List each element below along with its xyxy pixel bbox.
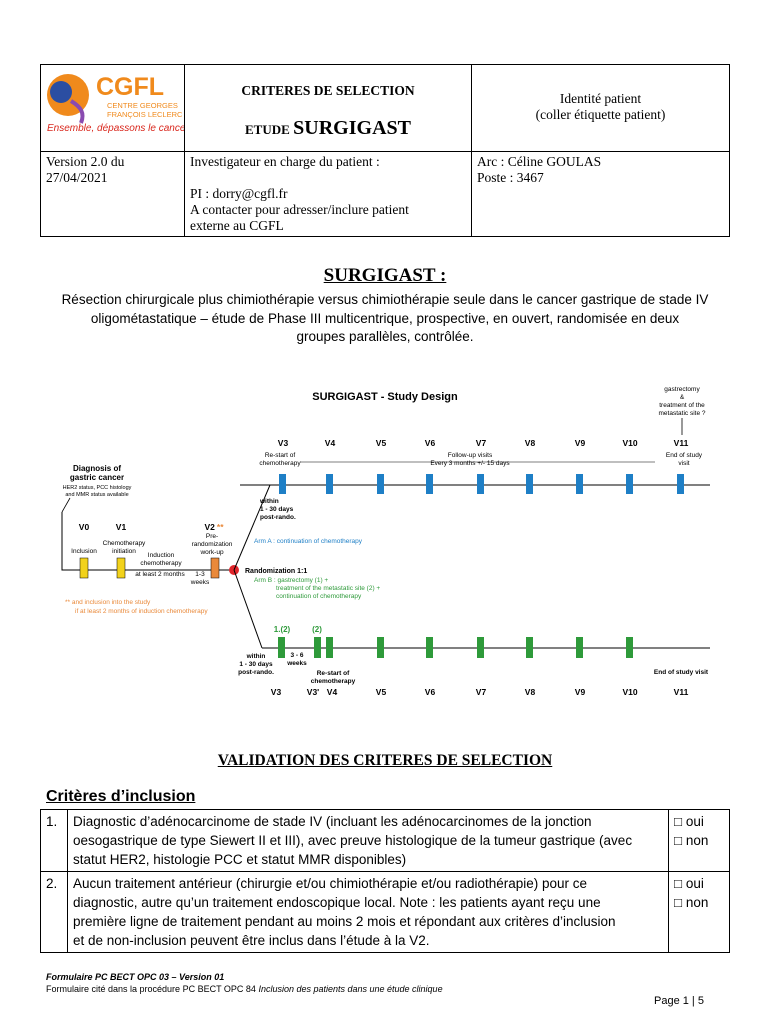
logo-cell	[41, 65, 185, 152]
contact-line1: A contacter pour adresser/inclure patient	[190, 202, 409, 217]
criterion-text	[68, 872, 669, 953]
criterion-row	[41, 810, 730, 872]
restart-bottom-line2: chemotherapy	[310, 678, 356, 685]
top-visit-v11: V11	[673, 438, 689, 448]
bottom-visit-v9: V9	[574, 687, 586, 697]
criterion-row	[41, 872, 730, 953]
arm-b-line2: treatment of the metastatic site (2) +	[276, 585, 381, 592]
arm-a-box-v10	[626, 474, 633, 494]
top-visit-v5: V5	[375, 438, 387, 448]
study-description-line1: Résection chirurgicale plus chimiothérapie versus chimiothérapie seule dans le cancer gastrique de stade IV	[61, 292, 709, 307]
arm-b-box-v6	[426, 637, 433, 658]
arm-a-text: Arm A : continuation of chemotherapy	[254, 538, 363, 545]
prerandom-line1: Pre-	[205, 533, 219, 540]
criterion-answer	[669, 810, 730, 872]
at-least-label: at least 2 months	[135, 571, 185, 578]
criterion-1-yes-checkbox[interactable]: □ oui	[674, 814, 704, 829]
gastrectomy-note-line2: &	[679, 394, 685, 401]
induction-line2: chemotherapy	[140, 560, 182, 567]
diagnosis-line1: Diagnosis of	[72, 464, 122, 473]
arm-b-box-v4	[326, 637, 333, 658]
validation-title: VALIDATION DES CRITERES DE SELECTION	[217, 752, 553, 769]
diagnosis-arrow	[62, 498, 70, 512]
arm-a-box-v11	[677, 474, 684, 494]
baseline-visit-labels	[79, 522, 224, 532]
stars-note	[65, 599, 208, 615]
within-top-line3: post-rando.	[260, 514, 296, 521]
visit-v2: V2 **	[204, 522, 224, 532]
top-visit-v9: V9	[574, 438, 586, 448]
header-study-name: SURGIGAST	[293, 117, 411, 139]
v0-box	[80, 558, 88, 578]
logo-sub1: CENTRE GEORGES	[107, 101, 178, 110]
top-visit-v8: V8	[524, 438, 536, 448]
arm-b-box-v10	[626, 637, 633, 658]
bottom-visit-v6: V6	[424, 687, 436, 697]
diagnosis-line4: and MMR status available	[65, 492, 129, 498]
investigator-cell	[185, 152, 472, 237]
footer-procedure-prefix: Formulaire cité dans la procédure PC BECT OPC 84	[46, 984, 259, 994]
inclusion-criteria-table	[40, 809, 730, 953]
study-design-diagram	[0, 380, 770, 705]
weeks-3-6-line2: weeks	[287, 660, 307, 667]
v2-box	[211, 558, 219, 578]
cgfl-logo	[41, 65, 184, 147]
gastrectomy-note-line1: gastrectomy	[664, 386, 700, 393]
header-etude: ETUDE	[245, 122, 290, 137]
arm-b-line3: continuation of chemotherapy	[276, 593, 362, 600]
baseline-annotations	[71, 533, 233, 586]
arm-b-box-v5	[377, 637, 384, 658]
criterion-2-line3: première ligne de traitement pendant au moins 2 mois et répondant aux critères d’inclusion	[73, 914, 616, 929]
identity-line1: Identité patient	[559, 91, 642, 106]
criterion-2-line2: diagnostic, autre qu’un traitement endoscopique local. Note : les patients ayant reçu une	[73, 895, 601, 910]
within-top-line1: within	[260, 498, 279, 505]
restart-bottom-line1: Re-start of	[316, 670, 350, 677]
arm-b-box-v3	[278, 637, 285, 658]
criterion-2-no-checkbox[interactable]: □ non	[674, 895, 709, 910]
prerandom-line3: work-up	[200, 549, 224, 556]
induction-line1: Induction	[147, 552, 175, 559]
study-title: SURGIGAST :	[323, 265, 447, 286]
followup-line1: Follow-up visits	[447, 452, 493, 459]
pi-email: PI : dorry@cgfl.fr	[190, 186, 288, 201]
arm-b-label-1: 1.(2)	[273, 625, 291, 634]
arm-b-box-v7	[477, 637, 484, 658]
arm-a-box-v6	[426, 474, 433, 494]
bottom-visit-v7: V7	[475, 687, 487, 697]
arm-a-box-v7	[477, 474, 484, 494]
identity-line2: (coller étiquette patient)	[535, 107, 666, 122]
inclusion-label: Inclusion	[71, 548, 97, 555]
arm-a-box-v5	[377, 474, 384, 494]
bottom-visit-v4: V4	[326, 687, 338, 697]
top-annotations	[259, 452, 702, 467]
arm-a-box-v8	[526, 474, 533, 494]
criterion-1-no-checkbox[interactable]: □ non	[674, 833, 709, 848]
within-bottom-line3: post-rando.	[238, 669, 274, 676]
criterion-1-line1: Diagnostic d’adénocarcinome de stade IV (incluant les adénocarcinomes de la jonction	[73, 814, 592, 829]
version-line1: Version 2.0 du	[46, 154, 125, 169]
arm-b-text	[254, 577, 380, 600]
diagnosis-line3: HER2 status, PCC histology	[62, 485, 132, 491]
top-visit-v4: V4	[324, 438, 336, 448]
diagram-title: SURGIGAST - Study Design	[312, 391, 458, 403]
followup-line2: Every 3 months +/- 15 days	[430, 460, 510, 467]
footer-form-ref: Formulaire PC BECT OPC 03 – Version 01	[46, 972, 225, 982]
within-top-line2: 1 - 30 days	[260, 506, 294, 513]
criterion-text	[68, 810, 669, 872]
arm-a-visit-boxes	[279, 474, 684, 494]
footer-procedure-ref	[46, 984, 443, 994]
header-title-line2	[190, 117, 466, 140]
arc-cell	[472, 152, 730, 237]
arm-b-label-2: (2)	[312, 625, 322, 634]
arm-b-box-v8	[526, 637, 533, 658]
arm-b-line1: Arm B : gastrectomy (1) +	[254, 577, 329, 584]
arm-b-box-v9	[576, 637, 583, 658]
logo-mark	[47, 74, 89, 123]
stars-note-line1: ** and inclusion into the study	[65, 599, 151, 606]
restart-top-line2: chemotherapy	[259, 460, 301, 467]
arc-name: Arc : Céline GOULAS	[477, 154, 602, 169]
study-description-line3: groupes parallèles, contrôlée.	[296, 329, 474, 344]
header-title-line1: CRITERES DE SELECTION	[241, 83, 415, 98]
arm-a-box-v9	[576, 474, 583, 494]
gastrectomy-note-line3: treatment of the	[659, 402, 705, 409]
criterion-1-line2: oesogastrique de type Siewert II et III), avec preuve histologique de la tumeur gastrique (avec	[73, 833, 633, 848]
stars-note-line2: if at least 2 months of induction chemotherapy	[75, 608, 208, 615]
chemo-initiation-line2: initiation	[112, 548, 136, 555]
branch-arm-a	[234, 485, 270, 570]
v1-box	[117, 558, 125, 578]
version-line2: 27/04/2021	[46, 170, 108, 185]
criterion-2-line4: et de non-inclusion peuvent être inclus dans l’étude à la V2.	[73, 933, 430, 948]
bottom-visit-v8: V8	[524, 687, 536, 697]
bottom-annotations	[238, 652, 709, 685]
logo-text: CGFL	[96, 73, 165, 101]
contact-line2: externe au CGFL	[190, 218, 284, 233]
within-top	[259, 498, 296, 521]
version-cell	[41, 152, 185, 237]
diagnosis-block	[63, 464, 132, 498]
page-number: Page 1 | 5	[654, 995, 704, 1007]
arc-poste: Poste : 3467	[477, 170, 544, 185]
within-bottom-line2: 1 - 30 days	[239, 661, 273, 668]
criterion-answer	[669, 872, 730, 953]
criterion-2-yes-checkbox[interactable]: □ oui	[674, 876, 704, 891]
end-visit-top-line2: visit	[678, 460, 690, 467]
bottom-visit-v3prime: V3'	[306, 687, 320, 697]
criterion-number: 1.	[41, 810, 68, 872]
identity-cell	[472, 65, 730, 152]
investigator-label: Investigateur en charge du patient :	[190, 154, 380, 169]
visit-v0: V0	[78, 522, 90, 532]
visit-v1: V1	[115, 522, 127, 532]
weeks-1-3-line2: weeks	[190, 579, 210, 586]
arm-b-labels	[274, 625, 322, 634]
logo-sub2: FRANÇOIS LECLERC	[107, 110, 183, 119]
weeks-3-6-line1: 3 - 6	[290, 652, 304, 659]
top-visit-v7: V7	[475, 438, 487, 448]
criterion-number: 2.	[41, 872, 68, 953]
arm-b-box-v3prime	[314, 637, 321, 658]
prerandom-line2: randomization	[191, 541, 233, 548]
logo-tagline: Ensemble, dépassons le cancer	[47, 123, 184, 134]
restart-top-line1: Re-start of	[264, 452, 296, 459]
header-table	[40, 64, 730, 237]
gastrectomy-note-line4: metastatic site ?	[658, 410, 706, 417]
top-visit-v3: V3	[277, 438, 289, 448]
bottom-visit-v10: V10	[622, 687, 638, 697]
bottom-visit-labels	[271, 687, 689, 697]
criterion-1-line3: statut HER2, histologie PCC et statut MMR disponibles)	[73, 852, 407, 867]
study-description	[20, 291, 750, 347]
randomization-label: Randomization 1:1	[245, 568, 308, 575]
bottom-visit-v5: V5	[375, 687, 387, 697]
within-bottom-line1: within	[246, 653, 266, 660]
footer-procedure-italic: Inclusion des patients dans une étude clinique	[258, 984, 443, 994]
end-visit-top-line1: End of study	[665, 452, 703, 459]
top-visit-v6: V6	[424, 438, 436, 448]
top-visit-v10: V10	[622, 438, 638, 448]
arm-a-box-v4	[326, 474, 333, 494]
top-visit-labels	[278, 438, 689, 448]
chemo-initiation-line1: Chemotherapy	[102, 540, 146, 547]
bottom-visit-v11: V11	[673, 687, 689, 697]
arm-a-box-v3	[279, 474, 286, 494]
end-visit-bottom: End of study visit	[653, 669, 709, 676]
gastrectomy-note	[659, 386, 706, 417]
diagnosis-line2: gastric cancer	[69, 473, 125, 482]
study-description-line2: oligométastatique – étude de Phase III multicentrique, prospective, en ouvert, randomisée en deux	[90, 310, 680, 326]
bottom-visit-v3: V3	[270, 687, 282, 697]
title-cell	[185, 65, 472, 152]
weeks-1-3-line1: 1-3	[195, 571, 205, 578]
criterion-2-line1: Aucun traitement antérieur (chirurgie et/ou chimiothérapie et/ou radiothérapie) pour ce	[73, 876, 588, 891]
inclusion-heading: Critères d’inclusion	[46, 788, 196, 805]
